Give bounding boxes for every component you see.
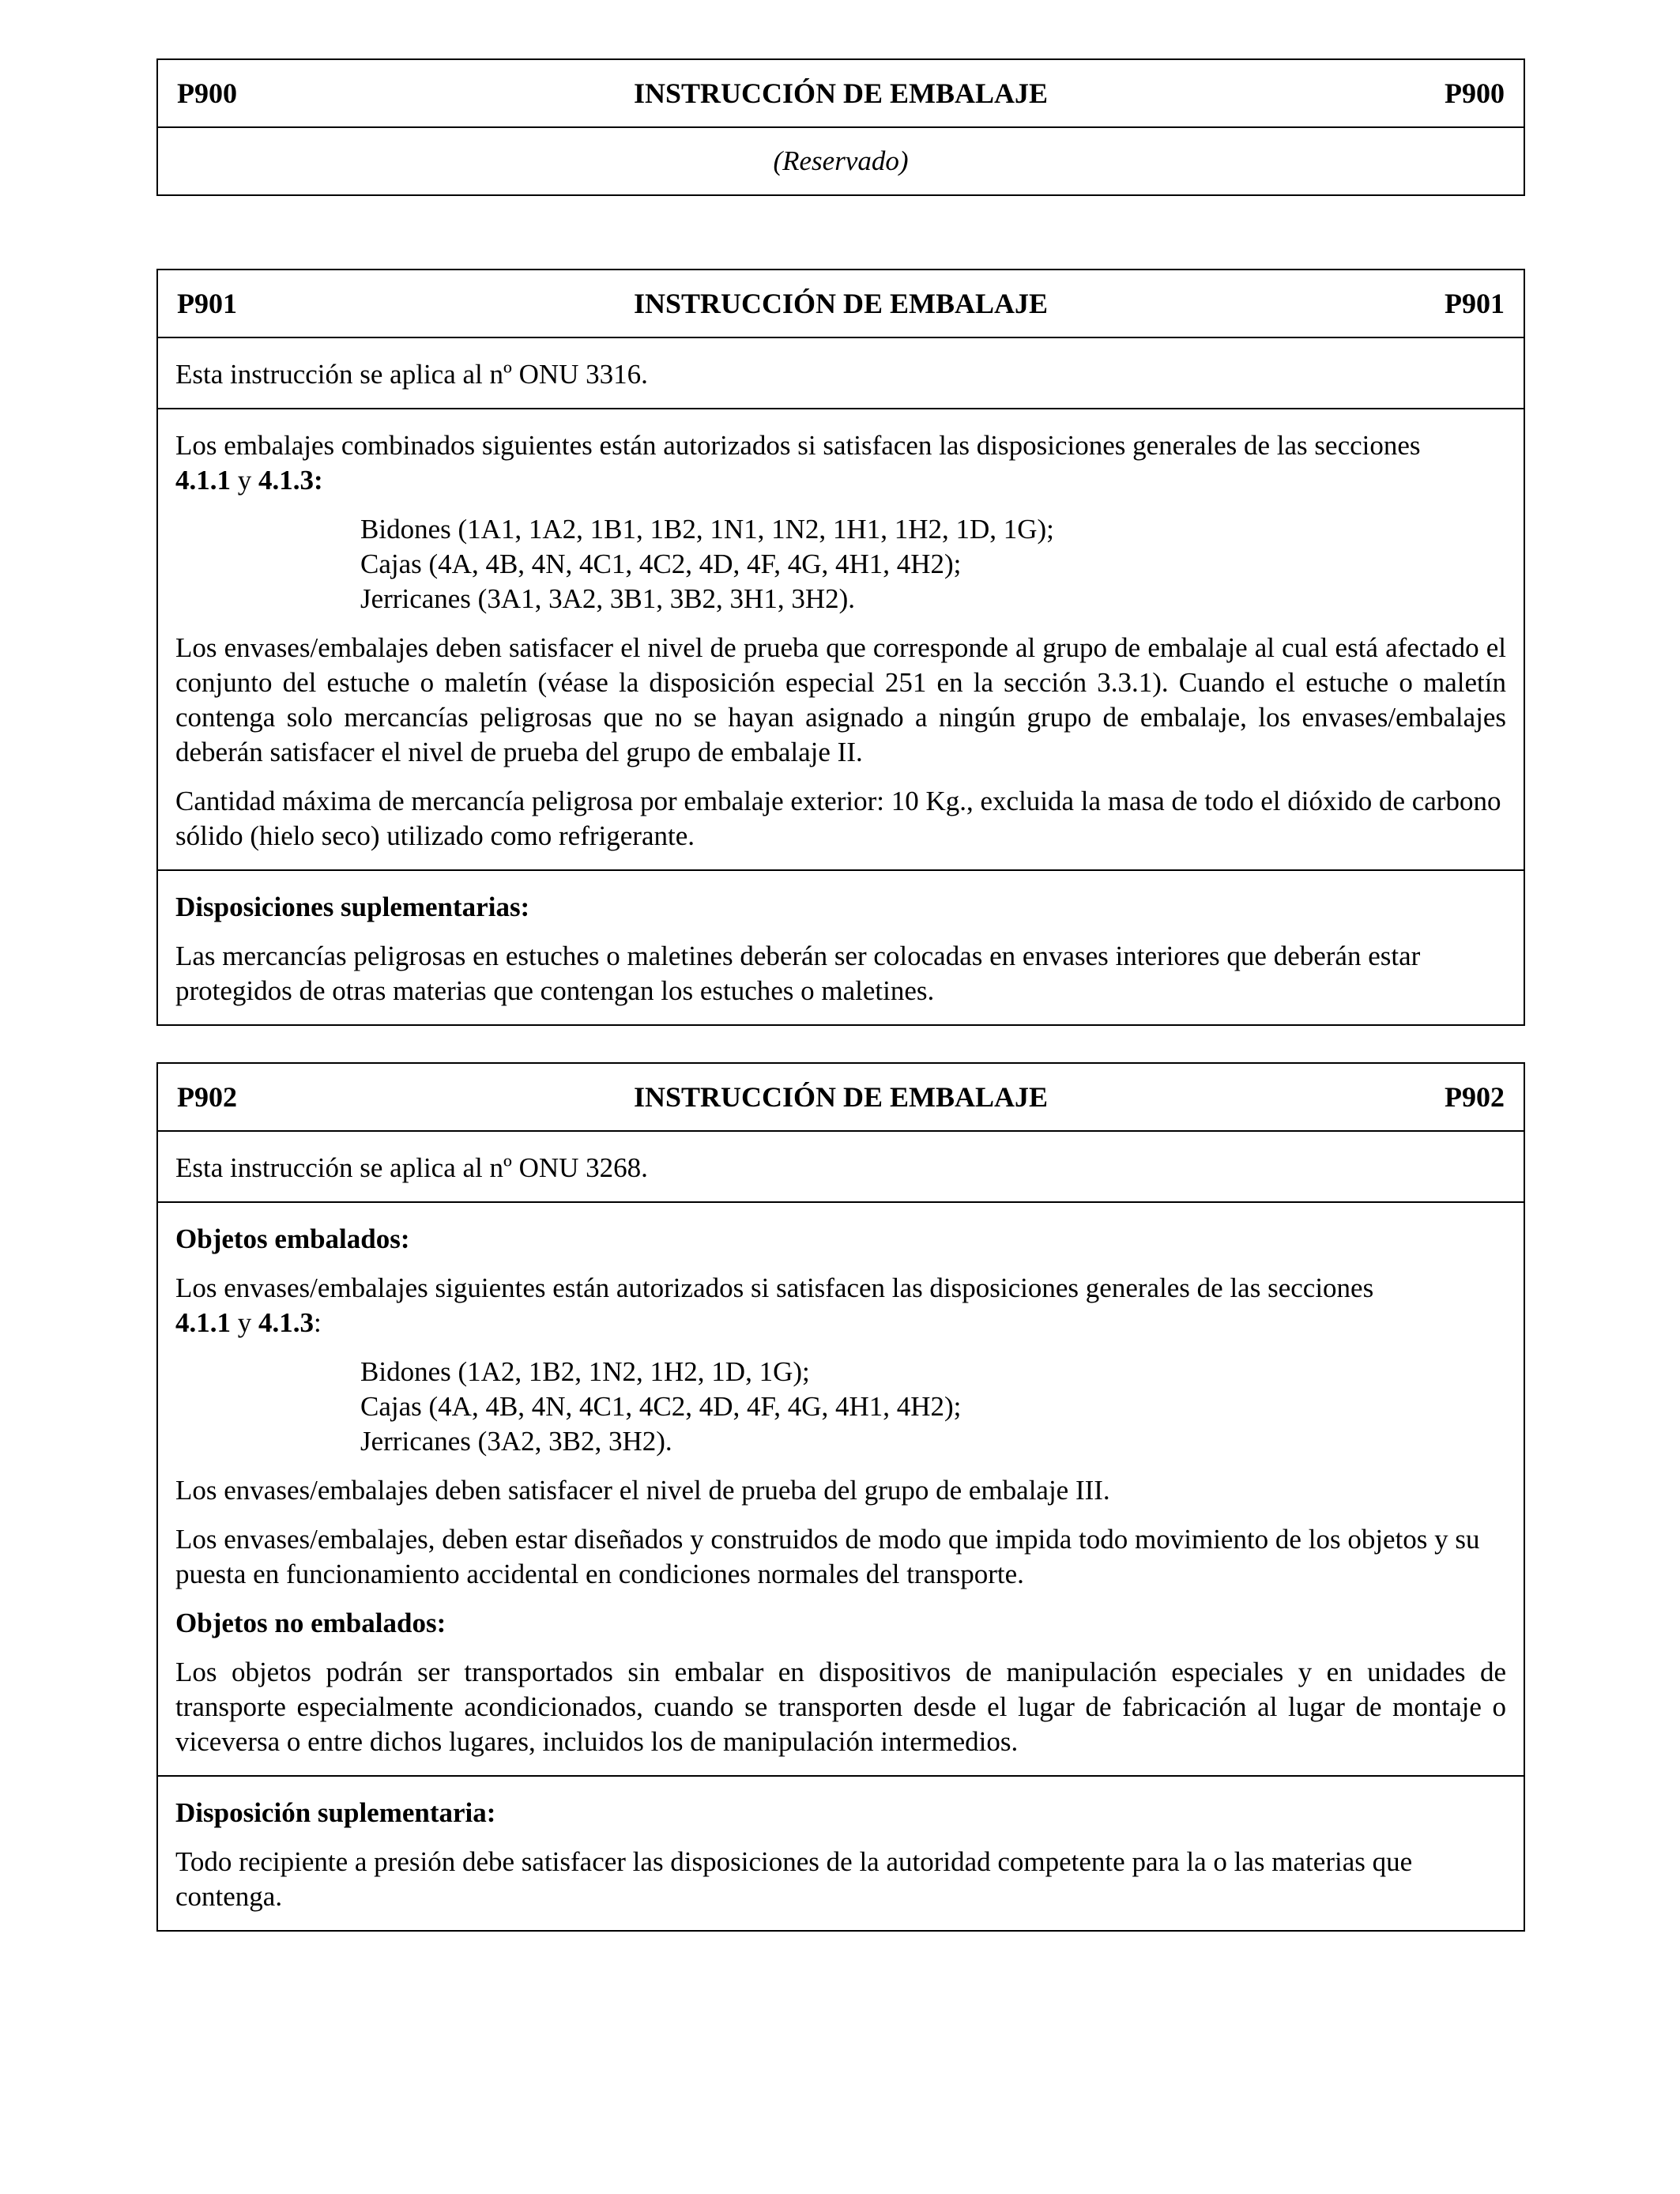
p902-intro-text: Los envases/embalajes siguientes están autorizados si satisfacen las disposiciones generales de las secciones <box>175 1272 1374 1303</box>
p901-supp-cell <box>158 871 1524 1024</box>
p900-table <box>156 58 1525 196</box>
p901-supp-heading: Disposiciones suplementarias: <box>175 892 530 922</box>
p902-para3: Los objetos podrán ser transportados sin embalar en dispositivos de manipulación especiales y en unidades de transporte especialmente acondicionados, cuando se transporten desde el lugar de fabricación al lugar de montaje o viceversa o entre dichos lugares, incluidos los de manipulación intermedios. <box>175 1657 1506 1757</box>
p902-sec1: 4.1.1 <box>175 1307 231 1338</box>
p902-title: INSTRUCCIÓN DE EMBALAJE <box>633 1081 1049 1113</box>
p901-intro-text: Los embalajes combinados siguientes están autorizados si satisfacen las disposiciones generales de las secciones <box>175 430 1421 461</box>
p902-supp-cell <box>158 1777 1524 1930</box>
p902-header <box>158 1064 1524 1132</box>
p902-supp-heading: Disposición suplementaria: <box>175 1797 496 1828</box>
list-item: Cajas (4A, 4B, 4N, 4C1, 4C2, 4D, 4F, 4G, 4H1, 4H2); <box>360 548 962 579</box>
p902-supp-text: Todo recipiente a presión debe satisfacer las disposiciones de la autoridad competente para la o las materias que contenga. <box>175 1846 1413 1912</box>
p900-title: INSTRUCCIÓN DE EMBALAJE <box>633 77 1049 109</box>
p901-code-left: P901 <box>177 288 237 319</box>
p900-code-right: P900 <box>1445 77 1505 109</box>
p902-code-left: P902 <box>177 1081 237 1113</box>
list-item: Jerricanes (3A2, 3B2, 3H2). <box>360 1426 672 1457</box>
p901-packaging-list <box>360 512 1506 616</box>
p902-table <box>156 1062 1525 1932</box>
p902-intro <box>175 1271 1506 1340</box>
p901-para1: Los envases/embalajes deben satisfacer el nivel de prueba que corresponde al grupo de embalaje al cual está afectado el conjunto del estuche o maletín (véase la disposición especial 251 en la sección 3.3.1). Cuando el estuche o maletín contenga solo mercancías peligrosas que no se hayan asignado a ningún grupo de embalaje, los envases/embalajes deberán satisfacer el nivel de prueba del grupo de embalaje II. <box>175 632 1506 767</box>
p900-body: (Reservado) <box>773 145 909 176</box>
p901-table <box>156 269 1525 1026</box>
p901-code-right: P901 <box>1445 288 1505 319</box>
p902-code-right: P902 <box>1445 1081 1505 1113</box>
p902-applies: Esta instrucción se aplica al nº ONU 3268. <box>175 1152 648 1183</box>
p902-unpacked-heading: Objetos no embalados: <box>175 1608 446 1638</box>
p901-intro <box>175 428 1506 498</box>
p902-applies-cell <box>158 1132 1524 1203</box>
p901-main-cell <box>158 409 1524 871</box>
p900-code-left: P900 <box>177 77 237 109</box>
p902-main-cell <box>158 1203 1524 1777</box>
p900-header <box>158 60 1524 128</box>
p902-sec2: 4.1.3 <box>258 1307 314 1338</box>
p901-title: INSTRUCCIÓN DE EMBALAJE <box>633 288 1049 319</box>
list-item: Bidones (1A1, 1A2, 1B1, 1B2, 1N1, 1N2, 1H1, 1H2, 1D, 1G); <box>360 514 1054 545</box>
list-item: Jerricanes (3A1, 3A2, 3B1, 3B2, 3H1, 3H2). <box>360 583 856 614</box>
p901-header <box>158 270 1524 338</box>
list-item: Cajas (4A, 4B, 4N, 4C1, 4C2, 4D, 4F, 4G, 4H1, 4H2); <box>360 1391 962 1422</box>
p902-para1: Los envases/embalajes deben satisfacer el nivel de prueba del grupo de embalaje III. <box>175 1475 1110 1506</box>
p901-sec2: 4.1.3: <box>258 465 323 496</box>
p902-and: y <box>231 1307 258 1338</box>
p901-para2: Cantidad máxima de mercancía peligrosa por embalaje exterior: 10 Kg., excluida la masa de todo el dióxido de carbono sólido (hielo seco) utilizado como refrigerante. <box>175 786 1501 851</box>
p902-packaging-list <box>360 1355 1506 1459</box>
p902-para2: Los envases/embalajes, deben estar diseñados y construidos de modo que impida todo movimiento de los objetos y su puesta en funcionamiento accidental en condiciones normales del transporte. <box>175 1524 1480 1589</box>
p902-colon: : <box>314 1307 322 1338</box>
p901-supp-text: Las mercancías peligrosas en estuches o maletines deberán ser colocadas en envases interiores que deberán estar protegidos de otras materias que contengan los estuches o maletines. <box>175 941 1421 1006</box>
p901-and: y <box>231 465 258 496</box>
p901-applies-cell <box>158 338 1524 409</box>
list-item: Bidones (1A2, 1B2, 1N2, 1H2, 1D, 1G); <box>360 1356 810 1387</box>
p901-applies: Esta instrucción se aplica al nº ONU 3316. <box>175 359 648 390</box>
p901-sec1: 4.1.1 <box>175 465 231 496</box>
p902-packed-heading: Objetos embalados: <box>175 1223 410 1254</box>
